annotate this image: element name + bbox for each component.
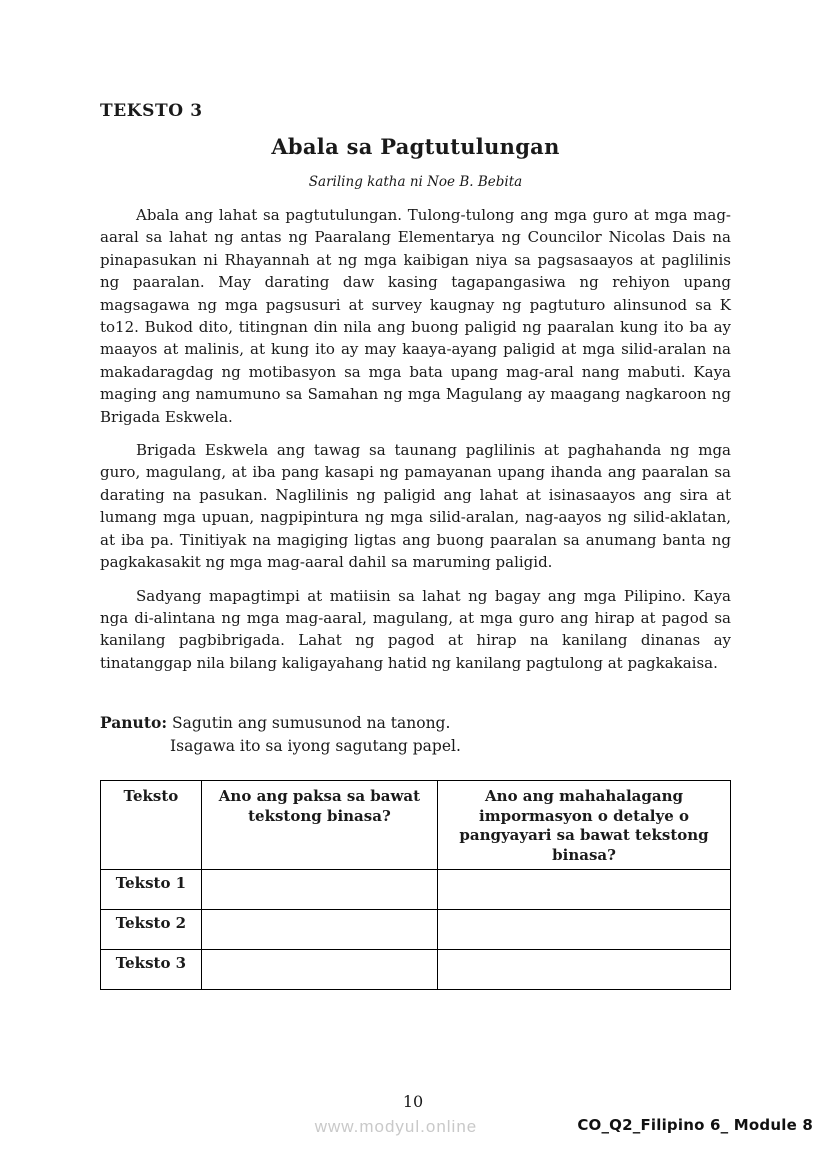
paragraph-3: Sadyang mapagtimpi at matiisin sa lahat ng bagay ang mga Pilipino. Kaya nga di-alintana ng mga mag-aaral, magulang, at mga guro ang hirap at pagod sa kanilang pagbibrigada. Lahat ng pagod at hirap na kanilang dinanas ay tinatanggap nila bilang kaligayahang hatid ng kanilang pagtulong at pagkakaisa. xyxy=(100,586,731,672)
paragraph-1: Abala ang lahat sa pagtutulungan. Tulong-tulong ang mga guro at mga mag-aaral sa lahat ng antas ng Paaralang Elementarya ng Councilor Nicolas Dais na pinapasukan ni Rhayannah at ng mga kaibigan niya sa pagsasaayos at paglilinis ng paaralan. May darating daw kasing tagapangasiwa ng rehiyon upang magsagawa ng mga pagsusuri at survey kaugnay ng pagtuturo alinsunod sa K to12. Bukod dito, titingnan din nila ang buong paligid ng paaralan kung ito ba ay maayos at malinis, at kung ito ay may kaaya-ayang paligid at mga silid-aralan na makadaragdag ng motibasyon sa mga bata upang mag-aral nang mabuti. Kaya maging ang namumuno sa Samahan ng mga Magulang ay maagang nagkaroon ng Brigada Eskwela. xyxy=(100,206,731,426)
table-header-paksa: Ano ang paksa sa bawat tekstong binasa? xyxy=(201,781,437,870)
instructions-text-1: Sagutin ang sumusunod na tanong. xyxy=(171,714,451,733)
answer-cell-detalye-3 xyxy=(438,950,731,990)
table-header-row xyxy=(101,781,731,870)
table-header-detalye: Ano ang mahahalagang impormasyon o detalye o pangyayari sa bawat tekstong binasa? xyxy=(438,781,731,870)
table-row-teksto-1 xyxy=(101,870,731,910)
instructions-line-2: Isagawa ito sa iyong sagutang papel. xyxy=(170,737,461,756)
byline: Sariling katha ni Noe B. Bebita xyxy=(308,174,523,190)
table-row-teksto-3 xyxy=(101,950,731,990)
instructions xyxy=(100,711,731,758)
table-row-teksto-2 xyxy=(101,910,731,950)
module-footer-label: CO_Q2_Filipino 6_ Module 8 xyxy=(577,1116,813,1134)
section-label: TEKSTO 3 xyxy=(100,101,203,121)
row-label-teksto-2: Teksto 2 xyxy=(101,910,202,950)
answer-cell-detalye-2 xyxy=(438,910,731,950)
answer-cell-paksa-1 xyxy=(201,870,437,910)
watermark: www.modyul.online xyxy=(314,1117,478,1136)
answer-cell-paksa-2 xyxy=(201,910,437,950)
paragraph-2: Brigada Eskwela ang tawag sa taunang paglilinis at paghahanda ng mga guro, magulang, at iba pang kasapi ng pamayanan upang ihanda ang paaralan sa darating na pasukan. Naglilinis ng paligid ang lahat at isinasaayos ang sira at lumang mga upuan, nagpipintura ng mga silid-aralan, nag-aayos ng silid-aklatan, at iba pa. Tinitiyak na magiging ligtas ang buong paaralan sa anumang banta ng pagkakasakit ng mga mag-aaral dahil sa maruming paligid. xyxy=(100,441,731,572)
page-title: Abala sa Pagtutulungan xyxy=(271,134,560,159)
row-label-teksto-1: Teksto 1 xyxy=(101,870,202,910)
answer-cell-detalye-1 xyxy=(438,870,731,910)
instructions-line-1 xyxy=(100,711,731,735)
page-number: 10 xyxy=(402,1092,424,1111)
answer-table xyxy=(100,780,731,990)
table-header-teksto: Teksto xyxy=(101,781,202,870)
answer-cell-paksa-3 xyxy=(201,950,437,990)
row-label-teksto-3: Teksto 3 xyxy=(101,950,202,990)
instructions-label: Panuto: xyxy=(100,713,168,733)
